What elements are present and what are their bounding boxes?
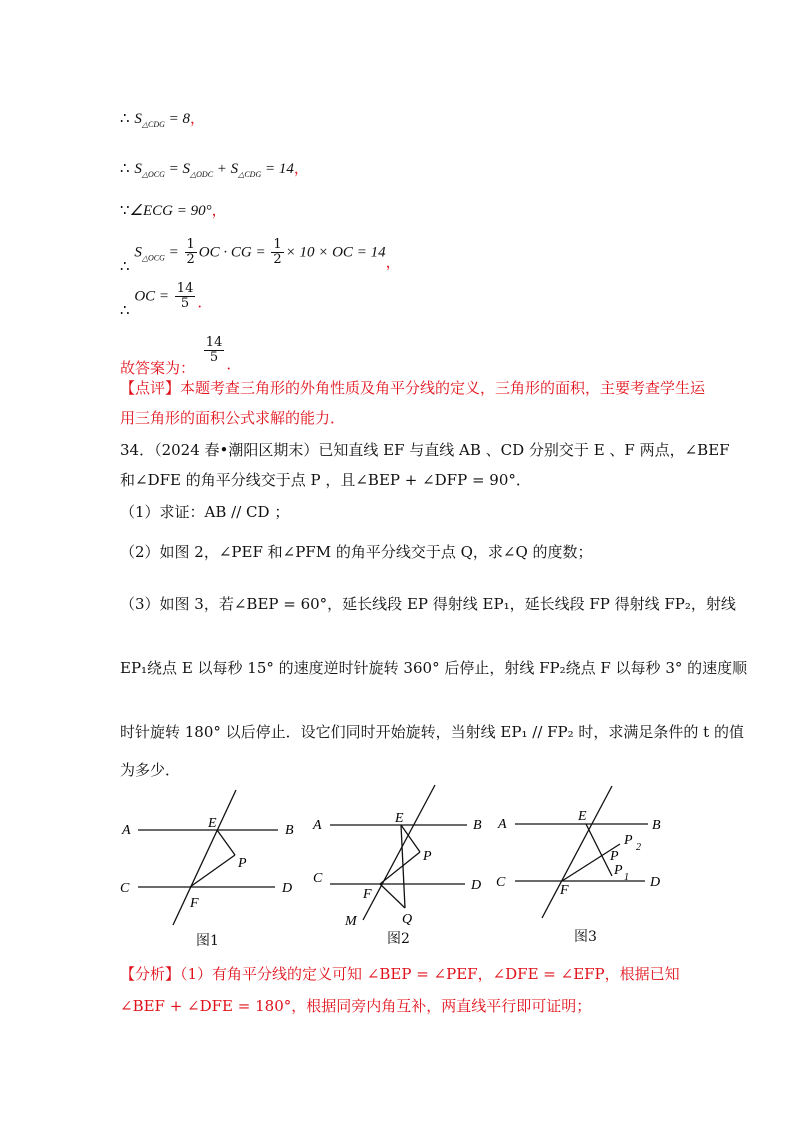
label-f: F	[363, 887, 372, 902]
label-c: C	[496, 875, 506, 890]
label-a: A	[313, 818, 322, 833]
answer-line	[120, 335, 242, 380]
question-34-part-2: （2）如图 2，∠PEF 和∠PFM 的角平分线交于点 Q，求∠Q 的度数；	[120, 543, 593, 561]
label-f: F	[560, 883, 569, 898]
red-comma: ，	[190, 109, 206, 127]
red-period: ．	[226, 354, 242, 373]
question-34-part-3-line-3: 时针旋转 180° 以后停止．设它们同时开始旋转，当射线 EP₁ // FP₂ 时，求满足条件的 t 的值	[120, 723, 744, 741]
answer-fraction	[204, 336, 225, 365]
fraction-numerator: 14	[205, 335, 223, 350]
figure-3	[490, 778, 680, 928]
figure-2	[305, 780, 495, 930]
label-p1-subscript: 1	[624, 872, 629, 883]
figure-1	[110, 785, 305, 935]
label-b: B	[473, 818, 482, 833]
therefore-symbol: ∴	[120, 300, 130, 319]
area-subscript: △CDG	[141, 120, 165, 129]
fraction-half	[185, 238, 197, 267]
red-comma: ，	[293, 159, 309, 177]
therefore-symbol: ∴	[120, 109, 130, 127]
label-p: P	[610, 849, 619, 864]
line-s-cdg	[120, 108, 205, 135]
label-b: B	[285, 823, 294, 838]
label-d: D	[471, 878, 482, 893]
label-m: M	[345, 914, 357, 929]
line-angle-ecg	[120, 200, 227, 221]
label-c: C	[120, 881, 130, 896]
area-symbol: S	[134, 244, 142, 261]
area-subscript: △CDG	[238, 170, 262, 179]
equation-part: + S	[213, 161, 239, 177]
label-p1: P	[614, 863, 623, 878]
red-comma: ，	[211, 201, 227, 219]
figure-2-caption: 图2	[387, 931, 410, 947]
area-subscript: △ODC	[190, 170, 214, 179]
label-c: C	[313, 871, 323, 886]
line-oc-value	[120, 282, 212, 322]
figure-3-caption: 图3	[574, 929, 597, 945]
question-34-part-3-line-4: 为多少．	[120, 761, 181, 779]
fraction-denominator: 2	[186, 252, 195, 267]
question-34-line-1: 34．（2024 春•潮阳区期末）已知直线 EF 与直线 AB 、CD 分别交于 E 、F 两点，∠BEF	[120, 441, 730, 459]
fraction-denominator: 2	[273, 252, 282, 267]
area-subscript: △OCG	[141, 253, 165, 263]
red-period: ．	[197, 292, 213, 311]
area-symbol: S	[134, 161, 142, 177]
label-e: E	[578, 809, 587, 824]
label-p2-subscript: 2	[636, 842, 641, 853]
area-symbol: S	[134, 111, 142, 127]
label-p: P	[238, 856, 247, 871]
label-p: P	[423, 849, 432, 864]
figure-1-caption: 图1	[196, 933, 219, 949]
red-comma: ，	[385, 252, 401, 271]
label-d: D	[282, 881, 293, 896]
line-s-ocg-sum	[120, 158, 309, 185]
therefore-symbol: ∴	[120, 159, 130, 177]
label-a: A	[122, 823, 131, 838]
answer-label: 故答案为：	[120, 358, 196, 377]
fraction-denominator: 5	[209, 350, 219, 365]
fraction-half	[271, 238, 283, 267]
label-q: Q	[402, 912, 413, 927]
question-34-line-2: 和∠DFE 的角平分线交于点 P ，且∠BEP + ∠DFP = 90°．	[120, 471, 531, 489]
label-p2: P	[624, 833, 633, 848]
label-d: D	[650, 875, 661, 890]
fraction-denominator: 5	[180, 296, 190, 311]
equation-part: × 10 × OC = 14	[285, 244, 386, 261]
fraction-14-5	[175, 282, 196, 311]
label-e: E	[208, 816, 217, 831]
question-34-part-3-line-2: EP₁绕点 E 以每秒 15° 的速度逆时针旋转 360° 后停止，射线 FP₂绕点 F 以每秒 3° 的速度顺	[120, 659, 748, 677]
equation-part: = S	[164, 161, 190, 177]
analysis-line-1: 【分析】（1）有角平分线的定义可知 ∠BEP = ∠PEF，∠DFE = ∠EFP，根据已知	[120, 965, 680, 983]
label-f: F	[190, 896, 199, 911]
therefore-symbol: ∴	[120, 256, 130, 275]
comment-line-2: 用三角形的面积公式求解的能力．	[120, 409, 346, 427]
fraction-numerator: 1	[273, 237, 282, 252]
equation-part: OC =	[134, 288, 173, 305]
area-subscript: △OCG	[141, 170, 165, 179]
question-34-part-1: （1）求证：AB // CD ；	[120, 503, 290, 521]
because-symbol: ∵	[120, 201, 130, 219]
fraction-numerator: 1	[186, 237, 195, 252]
equation-part: OC · CG =	[198, 244, 270, 261]
question-34-part-3-line-1: （3）如图 3，若∠BEP = 60°，延长线段 EP 得射线 EP₁，延长线段 FP 得射线 FP₂，射线	[120, 595, 736, 613]
angle-equation: ∠ECG = 90°	[129, 203, 212, 219]
label-a: A	[498, 817, 507, 832]
area-value: = 8	[164, 111, 190, 127]
line-area-formula	[120, 238, 401, 278]
fraction-numerator: 14	[176, 281, 194, 296]
comment-line-1: 【点评】本题考查三角形的外角性质及角平分线的定义，三角形的面积，主要考查学生运	[120, 379, 706, 397]
equation-part: =	[164, 244, 183, 261]
label-e: E	[395, 811, 404, 826]
analysis-line-2: ∠BEF + ∠DFE = 180°，根据同旁内角互补，两直线平行即可证明；	[120, 997, 592, 1015]
equation-part: = 14	[261, 161, 294, 177]
label-b: B	[652, 818, 661, 833]
